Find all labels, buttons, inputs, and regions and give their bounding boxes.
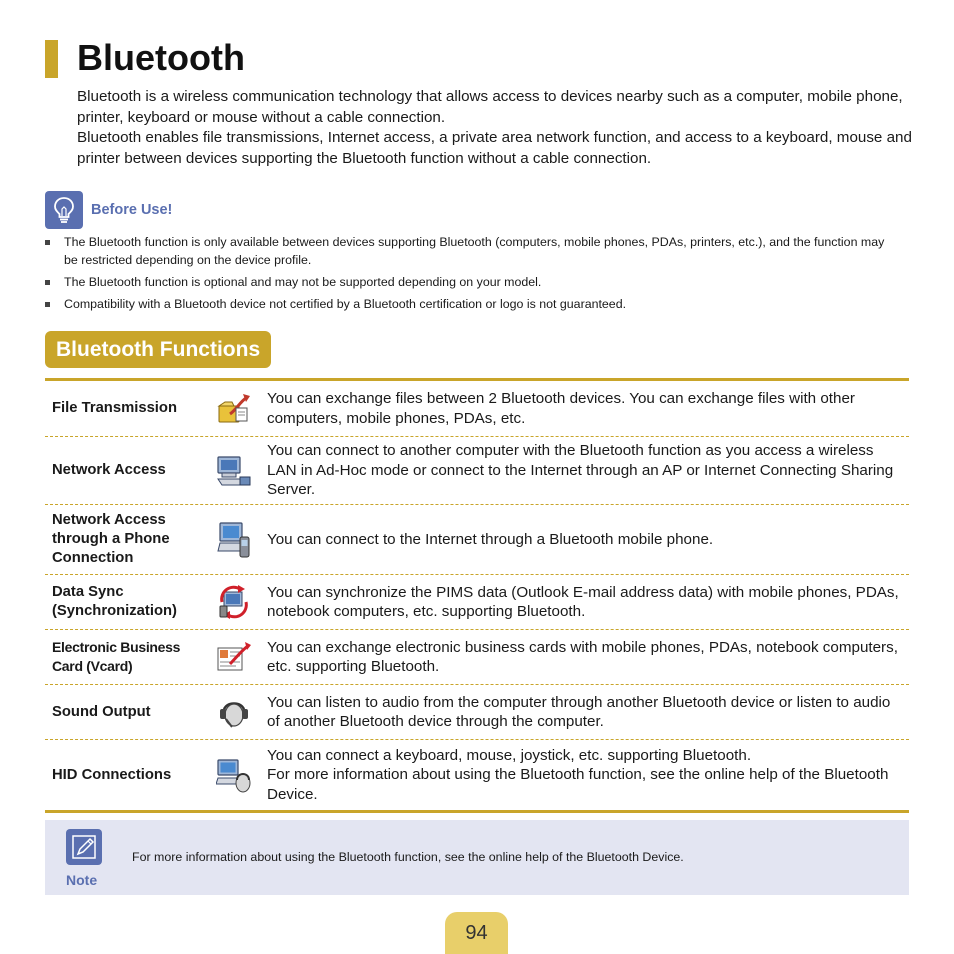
function-description: You can listen to audio from the computer through another Bluetooth device or listen to audio of another Bluetooth device through the computer. (267, 693, 891, 730)
intro-text (77, 87, 912, 169)
phone-computer-icon (201, 521, 267, 559)
headset-icon (201, 693, 267, 731)
list-item-text: Compatibility with a Bluetooth device not certified by a Bluetooth certification or logo is not guaranteed. (64, 297, 627, 311)
function-name: Data Sync (Synchronization) (52, 584, 177, 619)
hid-devices-icon (201, 756, 267, 794)
function-description: You can connect to another computer with the Bluetooth function as you access a wireless LAN in Ad-Hoc mode or connect to the Internet through an AP or Internet Connecting Sharing Server. (267, 442, 894, 499)
note-label: Note (66, 872, 98, 888)
list-item-text: The Bluetooth function is optional and may not be supported depending on your model. (64, 275, 542, 289)
function-description: You can connect a keyboard, mouse, joystick, etc. supporting Bluetooth. (267, 746, 752, 764)
bullet-square-icon (45, 302, 50, 307)
table-row (45, 381, 909, 437)
lightbulb-icon (45, 191, 83, 229)
section-heading (45, 331, 271, 368)
before-use-list (45, 233, 895, 317)
page-title: Bluetooth (77, 37, 245, 78)
note-text: For more information about using the Bluetooth function, see the online help of the Bluetooth Device. (132, 850, 684, 864)
network-computer-icon (201, 453, 267, 489)
business-card-icon (201, 640, 267, 674)
file-transfer-icon (201, 392, 267, 426)
list-item (45, 273, 895, 291)
sync-icon (201, 584, 267, 620)
function-name: Sound Output (52, 703, 151, 720)
list-item-text: The Bluetooth function is only available between devices supporting Bluetooth (computers, mobile phones, PDAs, printers, etc.), and the function may be restricted depending on the device profile. (64, 235, 885, 267)
section-heading-label: Bluetooth Functions (56, 337, 261, 361)
list-item (45, 295, 895, 313)
title-accent-bar (45, 40, 58, 78)
intro-paragraph-1: Bluetooth is a wireless communication technology that allows access to devices nearby such as a computer, mobile phone, printer, keyboard or mouse without a cable connection. (77, 88, 903, 126)
page-number: 94 (445, 912, 508, 954)
function-description: You can exchange electronic business cards with mobile phones, PDAs, notebook computers, etc. supporting Bluetooth. (267, 638, 898, 675)
function-description: You can connect to the Internet through a Bluetooth mobile phone. (267, 530, 714, 548)
table-row (45, 630, 909, 685)
pencil-note-icon (66, 829, 102, 865)
table-row (45, 505, 909, 575)
list-item (45, 233, 895, 269)
function-name: Network Access through a Phone Connection (52, 512, 170, 566)
function-name: Electronic Business Card (Vcard) (52, 639, 181, 674)
function-description: You can exchange files between 2 Bluetooth devices. You can exchange files with other computers, mobile phones, PDAs, etc. (267, 390, 855, 427)
bullet-square-icon (45, 280, 50, 285)
table-row (45, 685, 909, 740)
function-name: HID Connections (52, 766, 172, 783)
bullet-square-icon (45, 240, 50, 245)
function-name: Network Access (52, 462, 166, 478)
functions-table (45, 378, 909, 813)
function-description: For more information about using the Bluetooth function, see the online help of the Bluetooth Device. (267, 766, 889, 803)
table-row (45, 437, 909, 505)
table-row (45, 740, 909, 810)
note-box (45, 820, 909, 895)
intro-paragraph-2: Bluetooth enables file transmissions, Internet access, a private area network function, and access to a keyboard, mouse and printer between devices supporting the Bluetooth function without a cable connection. (77, 129, 912, 167)
function-description: You can synchronize the PIMS data (Outlook E-mail address data) with mobile phones, PDAs, notebook computers, etc. supporting Bluetooth. (267, 583, 899, 620)
before-use-label: Before Use! (91, 202, 173, 218)
table-row (45, 575, 909, 630)
function-name: File Transmission (52, 400, 177, 416)
